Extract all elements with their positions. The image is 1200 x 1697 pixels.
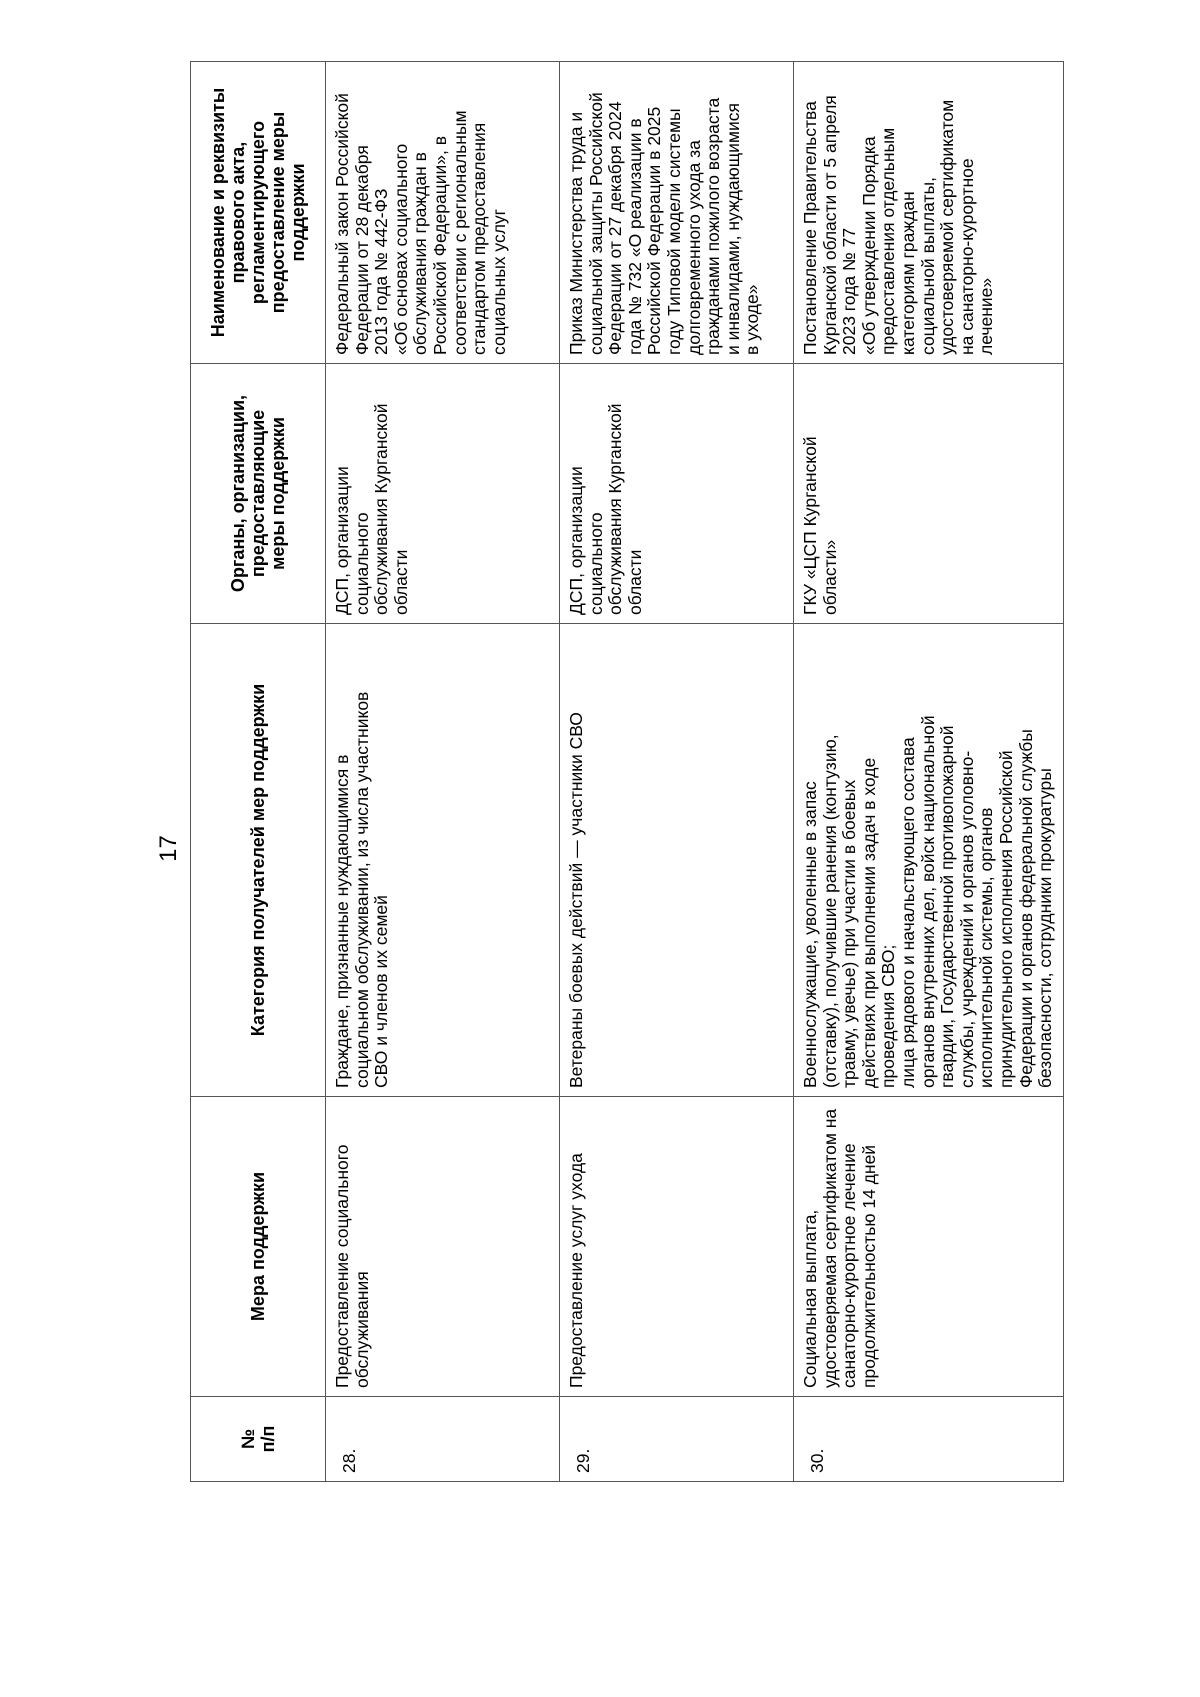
- cell-measure: Социальная выплата, удостоверяемая сертификатом на санаторно-курортное лечение продолжительностью 14 дней: [794, 1097, 1064, 1397]
- cell-bodies: ДСП, организации социального обслуживания Курганской области: [326, 364, 560, 624]
- header-category: Категория получателей мер поддержки: [191, 624, 326, 1097]
- table-row: [794, 62, 1064, 1482]
- header-bodies: Органы, организации, предоставляющие меры поддержки: [191, 364, 326, 624]
- table-header-row: [191, 62, 326, 1482]
- cell-category: Военнослужащие, уволенные в запас (отставку), получившие ранения (контузию, травму, увечье) при участии в боевых действиях при выполнении задач в ходе проведения СВО; лица рядового и начальствующего состава органов внутренних дел, войск национальной гвардии, Государственной противопожарной службы, учреждений и органов уголовно- исполнительной системы, органов принудительного исполнения Российской Федерации и органов федеральной службы безопасности, сотрудники прокуратуры: [794, 624, 1064, 1097]
- cell-measure: Предоставление услуг ухода: [560, 1097, 794, 1397]
- cell-act: Федеральный закон Российской Федерации от 28 декабря 2013 года № 442-ФЗ «Об основах социального обслуживания граждан в Российской Федерации», в соответствии с региональным стандартом предоставления социальных услуг: [326, 62, 560, 364]
- cell-bodies: ГКУ «ЦСП Курганской области»: [794, 364, 1064, 624]
- cell-num: 28.: [326, 1397, 560, 1482]
- cell-act: Постановление Правительства Курганской области от 5 апреля 2023 года № 77 «Об утверждении Порядка предоставления отдельным категориям граждан социальной выплаты, удостоверяемой сертификатом на санаторно-курортное лечение»: [794, 62, 1064, 364]
- support-measures-table: [190, 61, 1064, 1482]
- cell-num: 30.: [794, 1397, 1064, 1482]
- table-row: [560, 62, 794, 1482]
- cell-bodies: ДСП, организации социального обслуживания Курганской области: [560, 364, 794, 624]
- page-number: 17: [155, 835, 182, 862]
- header-num: № п/п: [191, 1397, 326, 1482]
- cell-num: 29.: [560, 1397, 794, 1482]
- header-act: Наименование и реквизиты правового акта, регламентирующего предоставление меры поддержки: [191, 62, 326, 364]
- cell-measure: Предоставление социального обслуживания: [326, 1097, 560, 1397]
- table-row: [326, 62, 560, 1482]
- cell-category: Ветераны боевых действий — участники СВО: [560, 624, 794, 1097]
- header-measure: Мера поддержки: [191, 1097, 326, 1397]
- cell-act: Приказ Министерства труда и социальной защиты Российской Федерации от 27 декабря 2024 года № 732 «О реализации в Российской Федерации в 2025 году Типовой модели системы долговременного ухода за гражданами пожилого возраста и инвалидами, нуждающимися в уходе»: [560, 62, 794, 364]
- cell-category: Граждане, признанные нуждающимися в социальном обслуживании, из числа участников СВО и членов их семей: [326, 624, 560, 1097]
